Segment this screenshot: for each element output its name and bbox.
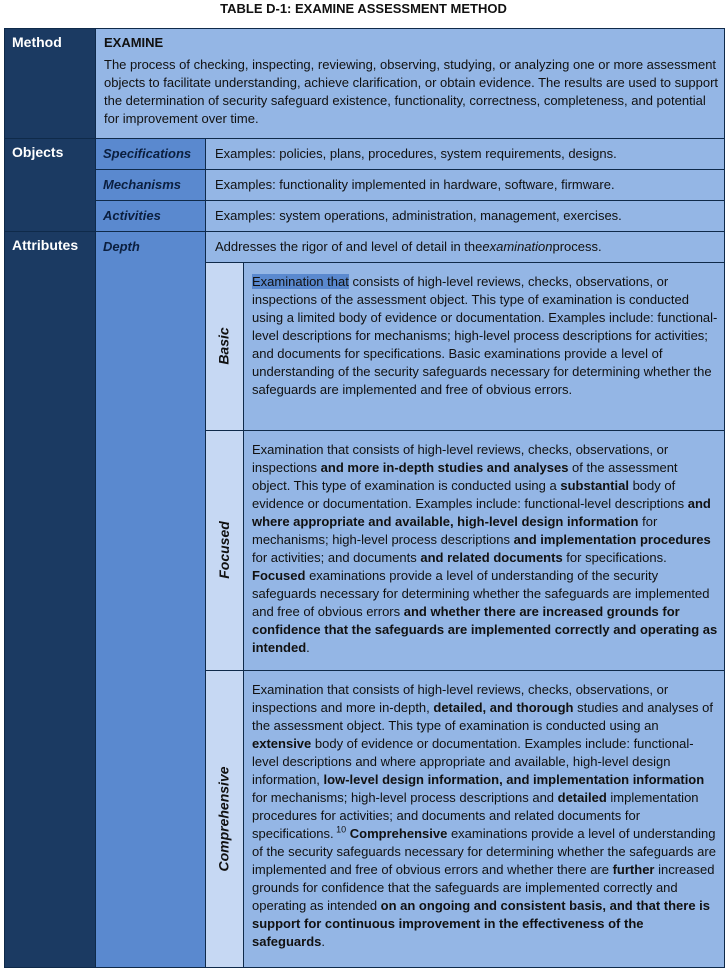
focused-text-segment: of the assessment object. This type of examination is conducted using a [252,460,678,493]
divider-row-focused [205,670,725,671]
method-description: The process of checking, inspecting, reviewing, observing, studying, or analyzing one or more assessment objects to facilitate understanding, achieve clarification, or obtain evidence. The results are used to support the determination of security safeguard existence, functionality, correctness, completeness, and potential for improvement over time. [104,57,719,126]
comprehensive-text-segment: for mechanisms; high-level process descriptions and [252,790,558,805]
objects-label: Objects [4,138,95,231]
level-basic-label-cell [205,262,243,430]
comprehensive-text-segment: detailed, and thorough [433,700,574,715]
divider-col-3 [243,262,244,968]
focused-text-segment: for specifications. [562,550,667,565]
level-basic-label: Basic [215,327,232,365]
divider-row-mech [95,200,725,201]
focused-text-segment: substantial [560,478,629,493]
level-focused-text [243,430,725,670]
table-title: TABLE D-1: EXAMINE ASSESSMENT METHOD [220,1,507,16]
depth-label: Depth [95,231,205,968]
comprehensive-text-segment: detailed [557,790,607,805]
attributes-label: Attributes [4,231,95,968]
comprehensive-text-segment: Examination that consists of high-level reviews, checks, observations, or inspections and more in-depth, [252,682,669,715]
focused-text-segment: Focused [252,568,306,583]
object-activities-text: Examples: system operations, administration, management, exercises. [205,200,725,231]
divider-row-objects [4,231,725,232]
focused-text-segment: and whether there are increased grounds for confidence that the safeguards are implemented correctly and operating as intended [252,604,718,655]
divider-row-basic [205,430,725,431]
focused-text-segment: . [306,640,310,655]
comprehensive-text-segment: implementation procedures for activities; and documents and related documents for specifications. [252,790,699,841]
level-comprehensive-label-cell [205,670,243,968]
comprehensive-text-segment: 10 [333,824,347,835]
comprehensive-text-segment: extensive [252,736,312,751]
level-focused-label: Focused [216,521,233,579]
focused-text-segment: for activities; and documents [252,550,421,565]
comprehensive-text-segment: increased grounds for confidence that the safeguards are implemented correctly and operating as intended [252,862,715,913]
comprehensive-text-segment: Comprehensive [346,826,448,841]
depth-desc-italic: examination [482,239,553,254]
object-specifications-text: Examples: policies, plans, procedures, system requirements, designs. [205,138,725,169]
comprehensive-text-segment: examinations provide a level of understanding of the security safeguards necessary for determining whether the safeguards are implemented and free of obvious errors and whether there are [252,826,716,877]
depth-description [205,231,725,262]
level-comprehensive-label: Comprehensive [216,766,233,872]
border-left [4,28,5,968]
level-focused-label-cell [205,430,243,670]
depth-desc-before: Addresses the rigor of and level of detail in the [215,239,483,254]
focused-text-segment: for mechanisms; high-level process descriptions [252,514,658,547]
object-mechanisms-label: Mechanisms [95,169,205,200]
comprehensive-text-segment: studies and analyses of the assessment object. This type of examination is conducted using an [252,700,713,733]
comprehensive-text-segment: on an ongoing and consistent basis, and that there is support for continuous improvement in the effectiveness of the safeguards [252,898,711,949]
focused-text-segment: body of evidence or documentation. Examples include: functional-level descriptions [252,478,688,511]
comprehensive-text-segment: body of evidence or documentation. Examples include: functional-level descriptions and where appropriate and available, high-level design information, [252,736,694,787]
focused-text-segment: and implementation procedures [513,532,711,547]
basic-text-segment: consists of high-level reviews, checks, observations, or inspections of the assessment object. This type of examination is conducted using a limited body of evidence or documentation. Examples include: functional-level descriptions for mechanisms; high-level process descriptions for activities; and documents for specifications. Basic examinations provide a level of understanding of the security safeguards necessary for determining whether the safeguards are implemented and free of obvious errors. [252,274,718,397]
focused-text-segment: and more in-depth studies and analyses [320,460,569,475]
divider-row-spec [95,169,725,170]
border-bottom [4,967,725,968]
focused-text-segment: and where appropriate and available, high-level design information [252,496,711,529]
examine-method-table [4,28,725,968]
comprehensive-text-segment: further [612,862,655,877]
object-specifications-label: Specifications [95,138,205,169]
border-top [4,28,725,29]
method-name: EXAMINE [104,35,164,50]
depth-desc-after: process. [552,239,602,254]
object-mechanisms-text: Examples: functionality implemented in hardware, software, firmware. [205,169,725,200]
object-activities-label: Activities [95,200,205,231]
level-comprehensive-text [243,670,725,968]
focused-text-segment: and related documents [420,550,563,565]
level-basic-text [243,262,725,430]
focused-text-segment: examinations provide a level of understanding of the security safeguards necessary for determining whether the safeguards are implemented and free of obvious errors [252,568,710,619]
method-description-cell [95,28,725,138]
divider-row-depth [205,262,725,263]
comprehensive-text-segment: . [321,934,325,949]
comprehensive-text-segment: low-level design information, and implementation information [323,772,705,787]
divider-row-method [4,138,725,139]
method-label: Method [4,28,95,138]
basic-text-segment: Examination that [252,274,349,289]
focused-text-segment: Examination that consists of high-level reviews, checks, observations, or inspections [252,442,669,475]
